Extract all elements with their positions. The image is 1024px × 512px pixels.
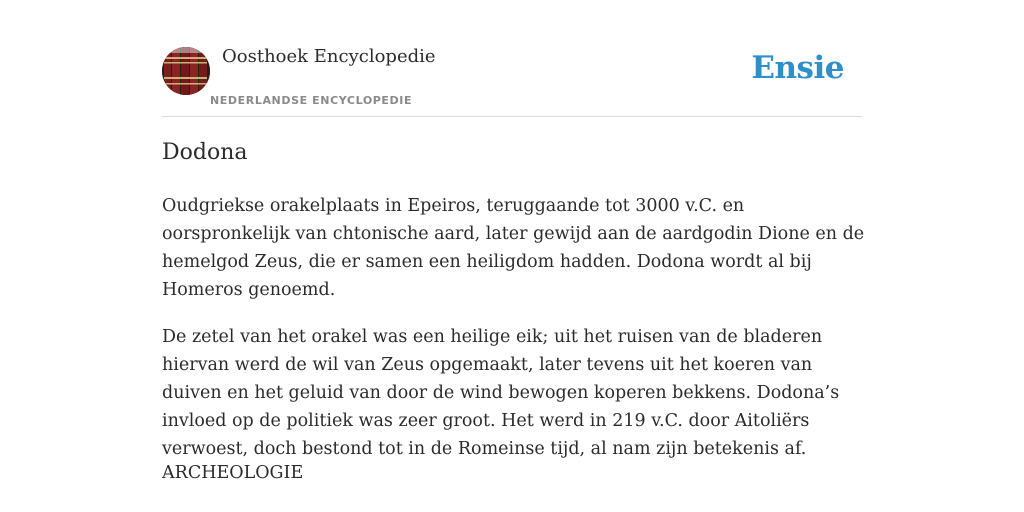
book-spines-icon[interactable]	[162, 47, 210, 95]
article-paragraph: De zetel van het orakel was een heilige eik; uit het ruisen van de bladeren hiervan werd de wil van Zeus opgemaakt, later tevens uit het koeren van duiven en het geluid van door de wind bewogen koperen bekkens. Dodona’s invloed op de politiek was zeer groot. Het werd in 219 v.C. door Aitoliërs verwoest, doch bestond tot in de Romeinse tijd, al nam zijn betekenis af.	[162, 327, 840, 459]
article-paragraph: Oudgriekse orakelplaats in Epeiros, teruggaande tot 3000 v.C. en oorspronkelijk van chtonische aard, later gewijd aan de aardgodin Dione en de hemelgod Zeus, die er samen een heiligdom hadden. Dodona wordt al bij Homeros genoemd.	[162, 196, 865, 300]
ensie-logo[interactable]: Ensie	[751, 50, 844, 86]
site-subtitle: NEDERLANDSE ENCYCLOPEDIE	[210, 94, 413, 107]
category-label[interactable]: ARCHEOLOGIE	[162, 463, 304, 483]
site-header	[162, 40, 862, 117]
book-spines-graphic	[162, 47, 210, 95]
page-title: Dodona	[162, 140, 248, 165]
site-name[interactable]: Oosthoek Encyclopedie	[222, 46, 436, 67]
article-body	[162, 192, 867, 482]
